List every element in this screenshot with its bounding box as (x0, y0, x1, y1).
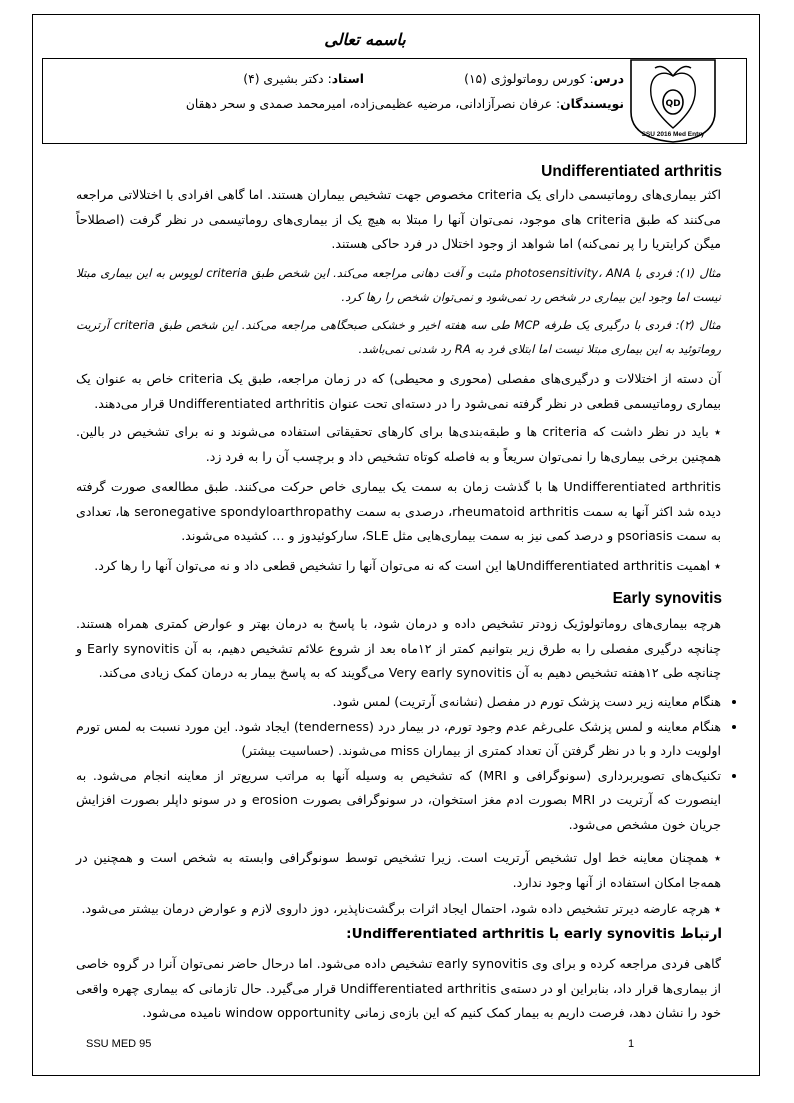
note-criteria: ٭ باید در نظر داشت که criteria ها و طبقه‌بندی‌ها برای کارهای تحقیقاتی استفاده می‌شوند و نه برای تشخیص در بالین. همچنین برخی بیماری‌ها را نمی‌توان سریعاً و به فاصله کوتاه تشخیص داد و برچسب آن را به فرد زد. (76, 424, 721, 464)
logo-monogram: QD (665, 99, 681, 109)
logo-caption: SSU 2016 Med Entry (641, 131, 705, 138)
page-number: 1 (628, 1038, 635, 1050)
teacher-line: استاد: دکتر بشیری (۴) (243, 72, 364, 86)
example-1: مثال (۱): فردی با photosensitivity، ANA مثبت و آفت دهانی مراجعه می‌کند. این شخص طبق criteria لوپوس به این بیماری مبتلا نیست اما وجود این بیماری در شخص رد نمی‌شود و نمی‌توان شخص را رها کرد. (76, 266, 721, 304)
paragraph-early-synovitis: هرچه بیماری‌های روماتولوژیک زودتر تشخیص داده و درمان شود، با پاسخ به درمان بهتر و عوارض کمتری همراه هستند. چنانچه درگیری مفصلی را به طرق زیر بتوانیم کمتر از ۱۲ماه بعد از شروع علائم تشخیص دهیم، به آن Early synovitis و چنانچه طی ۱۲هفته تشخیص دهیم به آن Very early synovitis می‌گویند که به پاسخ بیمار به درمان کمک زیادی می‌کند. (76, 616, 721, 680)
authors-label: نویسندگان (560, 97, 624, 111)
paragraph-intro: اکثر بیماری‌های روماتیسمی دارای یک criteria مخصوص جهت تشخیص بیماران هستند. اما گاهی افرادی با اختلالاتی مراجعه می‌کنند که طبق criteria های موجود، نمی‌توان آنها را مبتلا به هیچ یک از بیماری‌های روماتیسمی در نظر گرفت (اصطلاحاً میگن کرایتریا را پر نمی‌کنه) اما شواهد از وجود اختلال در فرد حاکی هستند. (76, 187, 721, 251)
course-value: کورس روماتولوژی (۱۵) (464, 72, 586, 86)
heading-relationship: ارتباط early synovitis با Undifferentiated arthritis: (346, 926, 722, 942)
basmala: باسمه تعالی (324, 30, 406, 49)
paragraph-relationship: گاهی فردی مراجعه کرده و برای وی early synovitis تشخیص داده می‌شود. اما درحال حاضر نمی‌توان آنرا در گروه خاصی از بیماری‌ها قرار داد، بنابراین او در دسته‌ی Undifferentiated arthritis قرار می‌گیرد. حال تازمانی که بیماری چهره واقعی خود را نشان دهد، فرصت داریم به بیمار کمک کنیم که این بازه‌ی زمانی window opportunity نامیده می‌شود. (76, 956, 722, 1020)
course-label: درس (593, 72, 624, 86)
university-logo (617, 54, 729, 146)
authors-value: عرفان نصرآزادانی، مرضیه عظیمی‌زاده، امیرمحمد صمدی و سحر دهقان (185, 97, 553, 111)
course-line: درس: کورس روماتولوژی (۱۵) (464, 72, 624, 86)
note-examination: ٭ همچنان معاینه خط اول تشخیص آرتریت است. زیرا تشخیص توسط سونوگرافی وابسته به شخص است و همچنین در همه‌جا امکان استفاده از آنها وجود ندارد. (76, 850, 721, 890)
note-late-diagnosis: ٭ هرچه عارضه دیرتر تشخیص داده شود، احتمال ایجاد اثرات برگشت‌ناپذیر، دوز داروی لازم و عوارض درمان بیشتر می‌شود. (81, 901, 721, 916)
list-item: • تکنیک‌های تصویربرداری (سونوگرافی و MRI) که تشخیص به وسیله آنها به مراتب سریع‌تر از معاینه انجام می‌شود. به اینصورت که آرتریت در MRI بصورت ادم مغز استخوان، در سونوگرافی بصورت erosion و در سونو داپلر بصورت افزایش جریان خون مشخص می‌شود. (76, 764, 721, 838)
list-item: • هنگام معاینه زیر دست پزشک تورم در مفصل (نشانه‌ی آرتریت) لمس شود. (76, 690, 721, 715)
example-2: مثال (۲): فردی با درگیری یک طرفه MCP طی سه هفته اخیر و خشکی صبحگاهی مراجعه می‌کند. این شخص طبق criteria آرتریت روماتوئید به این بیماری مبتلا نیست اما ابتلای فرد به RA رد شدنی نمی‌باشد. (76, 318, 721, 356)
footer-label: SSU MED 95 (86, 1038, 152, 1050)
diagnosis-list (76, 690, 743, 837)
teacher-label: استاد (331, 72, 364, 86)
note-importance: ٭ اهمیت Undifferentiated arthritisها این است که نه می‌توان آنها را تشخیص قطعی داد و نه می‌توان آنها را رها کرد. (94, 558, 721, 573)
list-item: • هنگام معاینه و لمس پزشک علی‌رغم عدم وجود تورم، در بیمار درد (tenderness) ایجاد شود. این مورد نسبت به لمس تورم اولویت دارد و با در نظر گرفتن آن تعداد کمتری از بیماران miss می‌شوند. (حساسیت بیشتر) (76, 715, 721, 764)
paragraph-definition: آن دسته از اختلالات و درگیری‌های مفصلی (محوری و محیطی) که در زمان مراجعه، طبق یک criteria خاص به عنوان یک بیماری روماتیسمی قطعی در نظر گرفته نمی‌شود را در دسته‌ای تحت عنوان Undifferentiated arthritis قرار می‌دهند. (76, 371, 722, 411)
teacher-value: دکتر بشیری (۴) (243, 72, 324, 86)
authors-line: نویسندگان: عرفان نصرآزادانی، مرضیه عظیمی‌زاده، امیرمحمد صمدی و سحر دهقان (185, 97, 624, 111)
paragraph-course: Undifferentiated arthritis ها با گذشت زمان به سمت یک بیماری خاص حرکت می‌کنند. طبق مطالعه‌ی صورت گرفته دیده شد اکثر آنها به سمت rheumatoid arthritis، درصدی به سمت seronegative spondyloarthropathy ها، تعدادی به سمت psoriasis و درصد کمی نیز به سمت بیماری‌هایی مثل SLE، سارکوئیدوز و … کشیده می‌شوند. (76, 479, 721, 543)
heading-undifferentiated-arthritis: Undifferentiated arthritis (541, 163, 722, 180)
heading-early-synovitis: Early synovitis (612, 590, 722, 607)
